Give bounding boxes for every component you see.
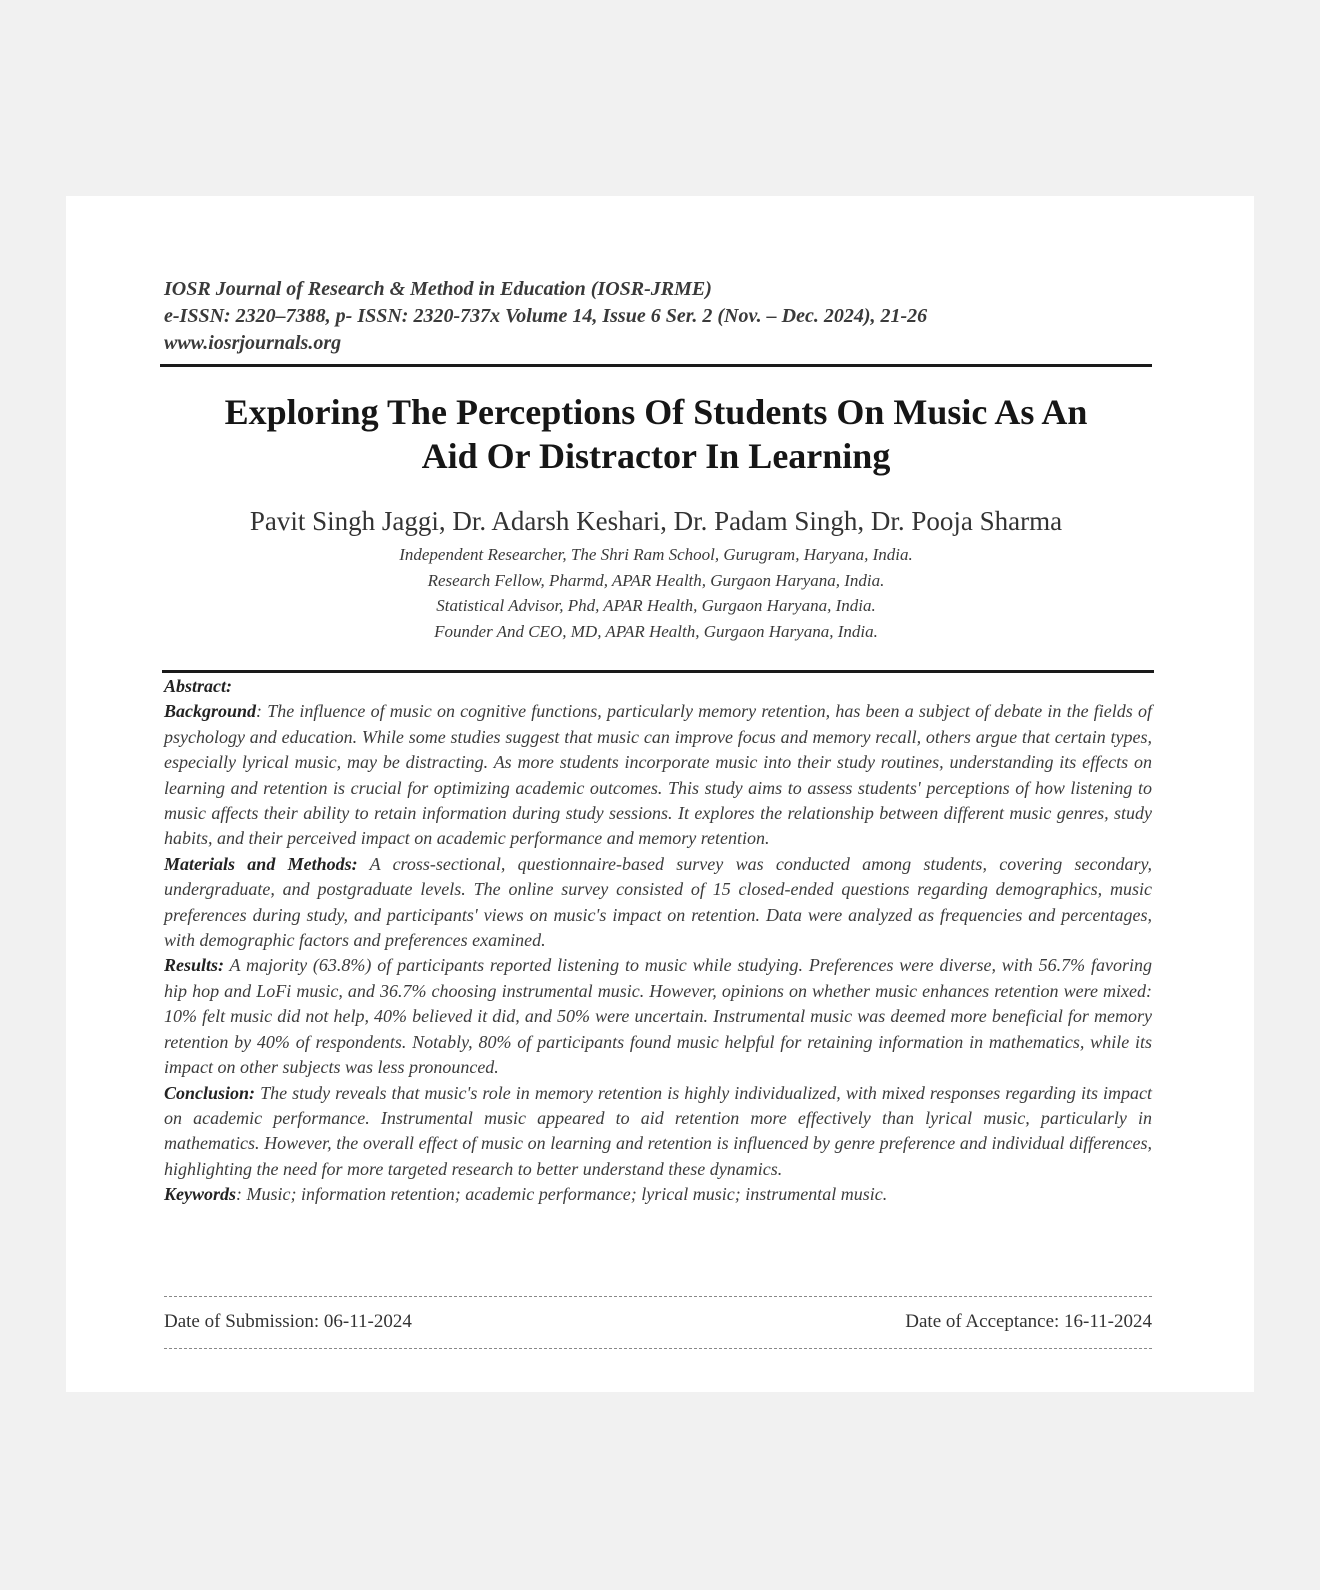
abstract-conclusion: [164, 1081, 1152, 1183]
background-label: Background: [164, 701, 257, 722]
abstract-section: [164, 674, 1152, 1208]
affiliation-3: Statistical Advisor, Phd, APAR Health, Gurgaon Haryana, India.: [436, 596, 876, 615]
affiliation-2: Research Fellow, Pharmd, APAR Health, Gurgaon Haryana, India.: [427, 570, 885, 590]
submission-date: Date of Submission: 06-11-2024: [164, 1311, 412, 1332]
abstract-background: [164, 699, 1152, 851]
title-line-1: Exploring The Perceptions Of Students On Music As An: [224, 392, 1088, 432]
journal-name: IOSR Journal of Research & Method in Education (IOSR-JRME): [164, 278, 712, 300]
abstract-keywords: [164, 1182, 1152, 1207]
affiliation-1: Independent Researcher, The Shri Ram School, Gurugram, Haryana, India.: [399, 545, 913, 564]
journal-header: [164, 276, 1164, 357]
abstract-heading: Abstract:: [164, 676, 233, 696]
paper-title: [160, 390, 1152, 478]
conclusion-text: The study reveals that music's role in memory retention is highly individualized, with mixed responses regarding its impact on academic performance. Instrumental music appeared to aid retention more effectively than lyrical music, particularly in mathematics. However, the overall effect of music on learning and retention is influenced by genre preference and individual differences, highlighting the need for more targeted research to better understand these dynamics.: [164, 1082, 1152, 1179]
methods-label: Materials and Methods:: [164, 853, 358, 874]
journal-website[interactable]: www.iosrjournals.org: [164, 332, 342, 354]
abstract-results: [164, 953, 1152, 1080]
title-line-2: Aid Or Distractor In Learning: [421, 436, 891, 476]
header-divider: [160, 364, 1152, 367]
acceptance-date: Date of Acceptance: 16-11-2024: [905, 1311, 1152, 1332]
methods-text: A cross-sectional, questionnaire-based survey was conducted among students, covering secondary, undergraduate, and postgraduate levels. The online survey consisted of 15 closed-ended questions regarding demographics, music preferences during study, and participants' views on music's impact on retention. Data were analyzed as frequencies and percentages, with demographic factors and preferences examined.: [164, 853, 1152, 951]
dashed-divider-top: [164, 1296, 1152, 1297]
dashed-divider-bottom: [164, 1348, 1152, 1349]
results-text: A majority (63.8%) of participants reported listening to music while studying. Preferences were diverse, with 56.7% favoring hip hop and LoFi music, and 36.7% choosing instrumental music. However, opinions on whether music enhances retention were mixed: 10% felt music did not help, 40% believed it did, and 50% were uncertain. Instrumental music was deemed more beneficial for memory retention by 40% of respondents. Notably, 80% of participants found music helpful for retaining information in mathematics, while its impact on other subjects was less pronounced.: [164, 955, 1152, 1078]
author-list: Pavit Singh Jaggi, Dr. Adarsh Keshari, Dr. Padam Singh, Dr. Pooja Sharma: [249, 506, 1063, 536]
affiliation-4: Founder And CEO, MD, APAR Health, Gurgaon Haryana, India.: [434, 621, 878, 641]
keywords-text: : Music; information retention; academic performance; lyrical music; instrumental music.: [236, 1184, 888, 1205]
abstract-divider: [162, 670, 1154, 673]
results-label: Results:: [164, 955, 225, 976]
paper-page: [66, 196, 1254, 1392]
journal-issn-volume: e-ISSN: 2320–7388, p- ISSN: 2320-737x Volume 14, Issue 6 Ser. 2 (Nov. – Dec. 2024), 21-26: [164, 305, 928, 327]
abstract-methods: [164, 852, 1152, 954]
conclusion-label: Conclusion:: [164, 1082, 256, 1103]
affiliations: [160, 542, 1152, 644]
background-text: : The influence of music on cognitive functions, particularly memory retention, has been a subject of debate in the fields of psychology and education. While some studies suggest that music can improve focus and memory recall, others argue that certain types, especially lyrical music, may be distracting. As more students incorporate music into their study routines, understanding its effects on learning and retention is crucial for optimizing academic outcomes. This study aims to assess students' perceptions of how listening to music affects their ability to retain information during study sessions. It explores the relationship between different music genres, study habits, and their perceived impact on academic performance and memory retention.: [164, 701, 1152, 849]
keywords-label: Keywords: [164, 1184, 236, 1205]
